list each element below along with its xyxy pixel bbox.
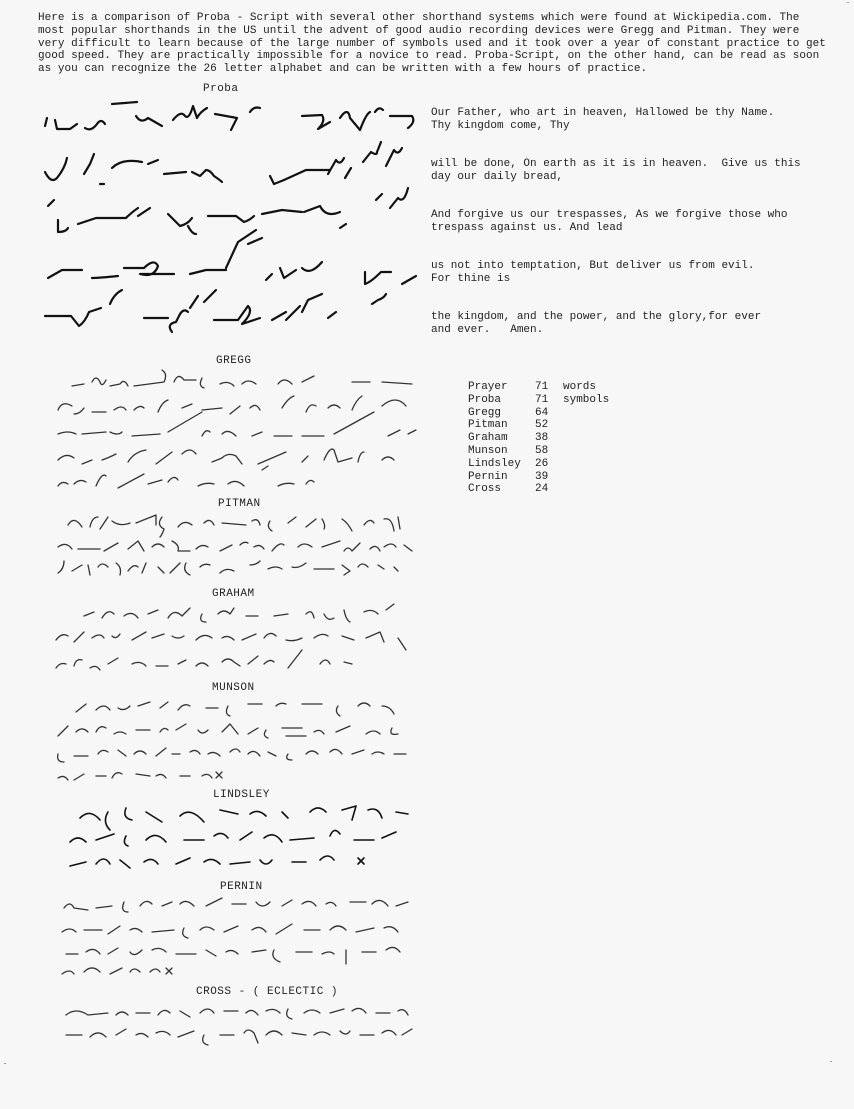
table-row: [468, 458, 609, 471]
prayer-line-2: [431, 158, 841, 184]
table-row: [468, 381, 609, 394]
cross-shorthand-sample: [60, 999, 418, 1053]
prayer-line-3: [431, 209, 841, 235]
prayer-text-5: the kingdom, and the power, and the glory,for ever and ever. Amen.: [431, 311, 762, 336]
table-row: [468, 471, 609, 484]
system-name: Pernin: [468, 470, 508, 483]
table-row: [468, 407, 609, 420]
pitman-shorthand-sample: [54, 511, 420, 589]
gregg-shorthand-sample: [52, 368, 422, 496]
symbol-count: 26: [535, 457, 549, 470]
corner-dot: [830, 1061, 832, 1062]
table-row: [468, 432, 609, 445]
pitman-label: PITMAN: [218, 498, 261, 510]
graham-label: GRAHAM: [212, 588, 255, 600]
symbol-count: 71: [535, 393, 549, 406]
count-unit: symbols: [563, 393, 610, 406]
munson-label: MUNSON: [212, 682, 255, 694]
system-name: Pitman: [468, 419, 508, 432]
system-name: Proba: [468, 393, 502, 406]
proba-label: Proba: [203, 83, 239, 95]
table-row: [468, 394, 609, 407]
graham-shorthand-sample: [52, 602, 418, 682]
proba-shorthand-sample: [40, 96, 430, 346]
prayer-text-1: Our Father, who art in heaven, Hallowed be thy Name. Thy kingdom come, Thy: [431, 107, 775, 132]
cross-label: CROSS - ( ECLECTIC ): [196, 986, 339, 998]
munson-shorthand-sample: [52, 696, 418, 792]
system-name: Lindsley: [468, 457, 521, 470]
gregg-label: GREGG: [216, 355, 252, 367]
table-row: [468, 445, 609, 458]
symbol-count-table: [468, 381, 609, 496]
pernin-shorthand-sample: [56, 894, 418, 982]
symbol-count: 24: [535, 483, 549, 496]
lindsley-label: LINDSLEY: [213, 789, 270, 801]
symbol-count: 38: [535, 432, 549, 445]
corner-dot: [4, 1063, 6, 1064]
system-name: Graham: [468, 432, 508, 445]
prayer-text-4: us not into temptation, But deliver us from evil. For thine is: [431, 260, 755, 285]
table-row: [468, 419, 609, 432]
prayer-text-2: will be done, On earth as it is in heaven. Give us this day our daily bread,: [431, 158, 801, 183]
lindsley-shorthand-sample: [60, 802, 416, 882]
symbol-count: 71: [535, 381, 549, 393]
prayer-line-1: [431, 107, 841, 133]
prayer-text-3: And forgive us our trespasses, As we forgive those who trespass against us. And lead: [431, 209, 788, 234]
system-name: Cross: [468, 483, 502, 496]
system-name: Munson: [468, 444, 508, 457]
prayer-line-5: [431, 311, 841, 337]
symbol-count: 52: [535, 419, 549, 432]
pernin-label: PERNIN: [220, 881, 263, 893]
corner-dot: [847, 2, 849, 3]
count-unit: words: [563, 381, 597, 393]
symbol-count: 58: [535, 444, 549, 457]
system-name: Prayer: [468, 381, 508, 393]
symbol-count: 64: [535, 406, 549, 419]
prayer-line-4: [431, 260, 841, 286]
symbol-count: 39: [535, 470, 549, 483]
intro-paragraph: Here is a comparison of Proba - Script with several other shorthand systems which were found at Wickipedia.com. The most popular shorthands in the US until the advent of good audio recording devices were Gregg and Pitman. They were very difficult to learn because of the large number of symbols used and it took over a year of constant practice to get good speed. They are practically impossible for a novice to read. Proba-Script, on the other hand, can be read as soon as you can recognize the 26 letter alphabet and can be written with a few hours of practice.: [38, 12, 833, 76]
system-name: Gregg: [468, 406, 502, 419]
table-row: [468, 483, 609, 496]
